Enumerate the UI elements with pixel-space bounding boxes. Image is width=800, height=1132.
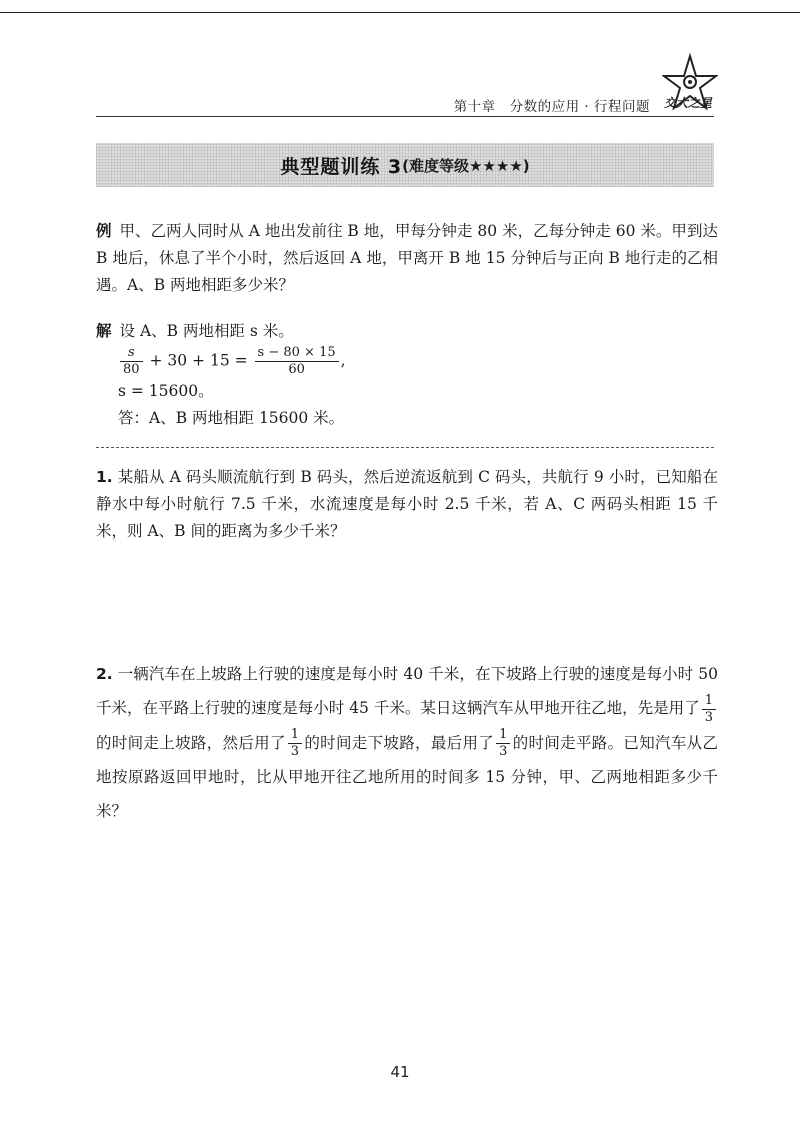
header-rule: [96, 116, 714, 117]
fraction-left: $\frac{s}{80}$: [120, 345, 143, 378]
problem-2-number: 2.: [96, 665, 113, 683]
section-divider: [96, 447, 714, 448]
solution-result: s = 15600。: [118, 382, 214, 400]
example-label: 例: [96, 222, 112, 240]
brand-name: 交大之星: [664, 96, 713, 110]
example-block: [96, 218, 718, 299]
page-number: 41: [390, 1063, 410, 1081]
fraction-one-third-a: $\frac{1}{3}$: [702, 693, 716, 726]
problem-1: [96, 464, 718, 545]
fraction-one-third-b: $\frac{1}{3}$: [288, 727, 302, 760]
example-text: 甲、乙两人同时从 A 地出发前往 B 地，甲每分钟走 80 米，乙每分钟走 60 米。甲到达 B 地后，休息了半个小时，然后返回 A 地，甲离开 B 地 15 分钟后与正向 B 地行走的乙相遇。A、B 两地相距多少米？: [96, 222, 718, 294]
section-banner: [96, 143, 714, 187]
problem-1-number: 1.: [96, 468, 113, 486]
problem-2: 2. 一辆汽车在上坡路上行驶的速度是每小时 40 千米，在下坡路上行驶的速度是每小时 50 千米，在平路上行驶的速度是每小时 45 千米。某日这辆汽车从甲地开往乙地，先是用了 $\frac{1}{3}$ 的时间走上坡路，然后用了 $\frac{1}{3}$ 的时间走下坡路，最后用了 $\frac{1}{3}$ 的时间走平路。已知汽车从乙地按原路返回甲地时，比从甲地开往乙地所用的时间多 15 分钟，甲、乙两地相距多少千米？: [96, 665, 718, 820]
problem-1-text: 某船从 A 码头顺流航行到 B 码头，然后逆流返航到 C 码头，共航行 9 小时，已知船在静水中每小时航行 7.5 千米，水流速度是每小时 2.5 千米，若 A、C 两码头相距 15 千米，则 A、B 间的距离为多少千米？: [96, 468, 718, 540]
chapter-heading: 第十章 分数的应用 · 行程问题: [453, 99, 650, 115]
solution-block: [96, 318, 718, 432]
fraction-one-third-c: $\frac{1}{3}$: [496, 727, 510, 760]
solution-equation: $\frac{s}{80}$ + 30 + 15 = $\frac{s - 80 \times 15}{60}$ ,: [96, 345, 718, 378]
solution-setup: 设 A、B 两地相距 s 米。: [119, 322, 294, 340]
section-title: 典型题训练 3: [280, 155, 403, 178]
fraction-right: $\frac{s - 80 \times 15}{60}$: [255, 345, 339, 378]
difficulty-level: (难度等级★★★★): [402, 156, 530, 175]
top-border-line: [0, 12, 800, 13]
solution-answer: 答：A、B 两地相距 15600 米。: [118, 409, 345, 427]
solution-label: 解: [96, 322, 112, 340]
